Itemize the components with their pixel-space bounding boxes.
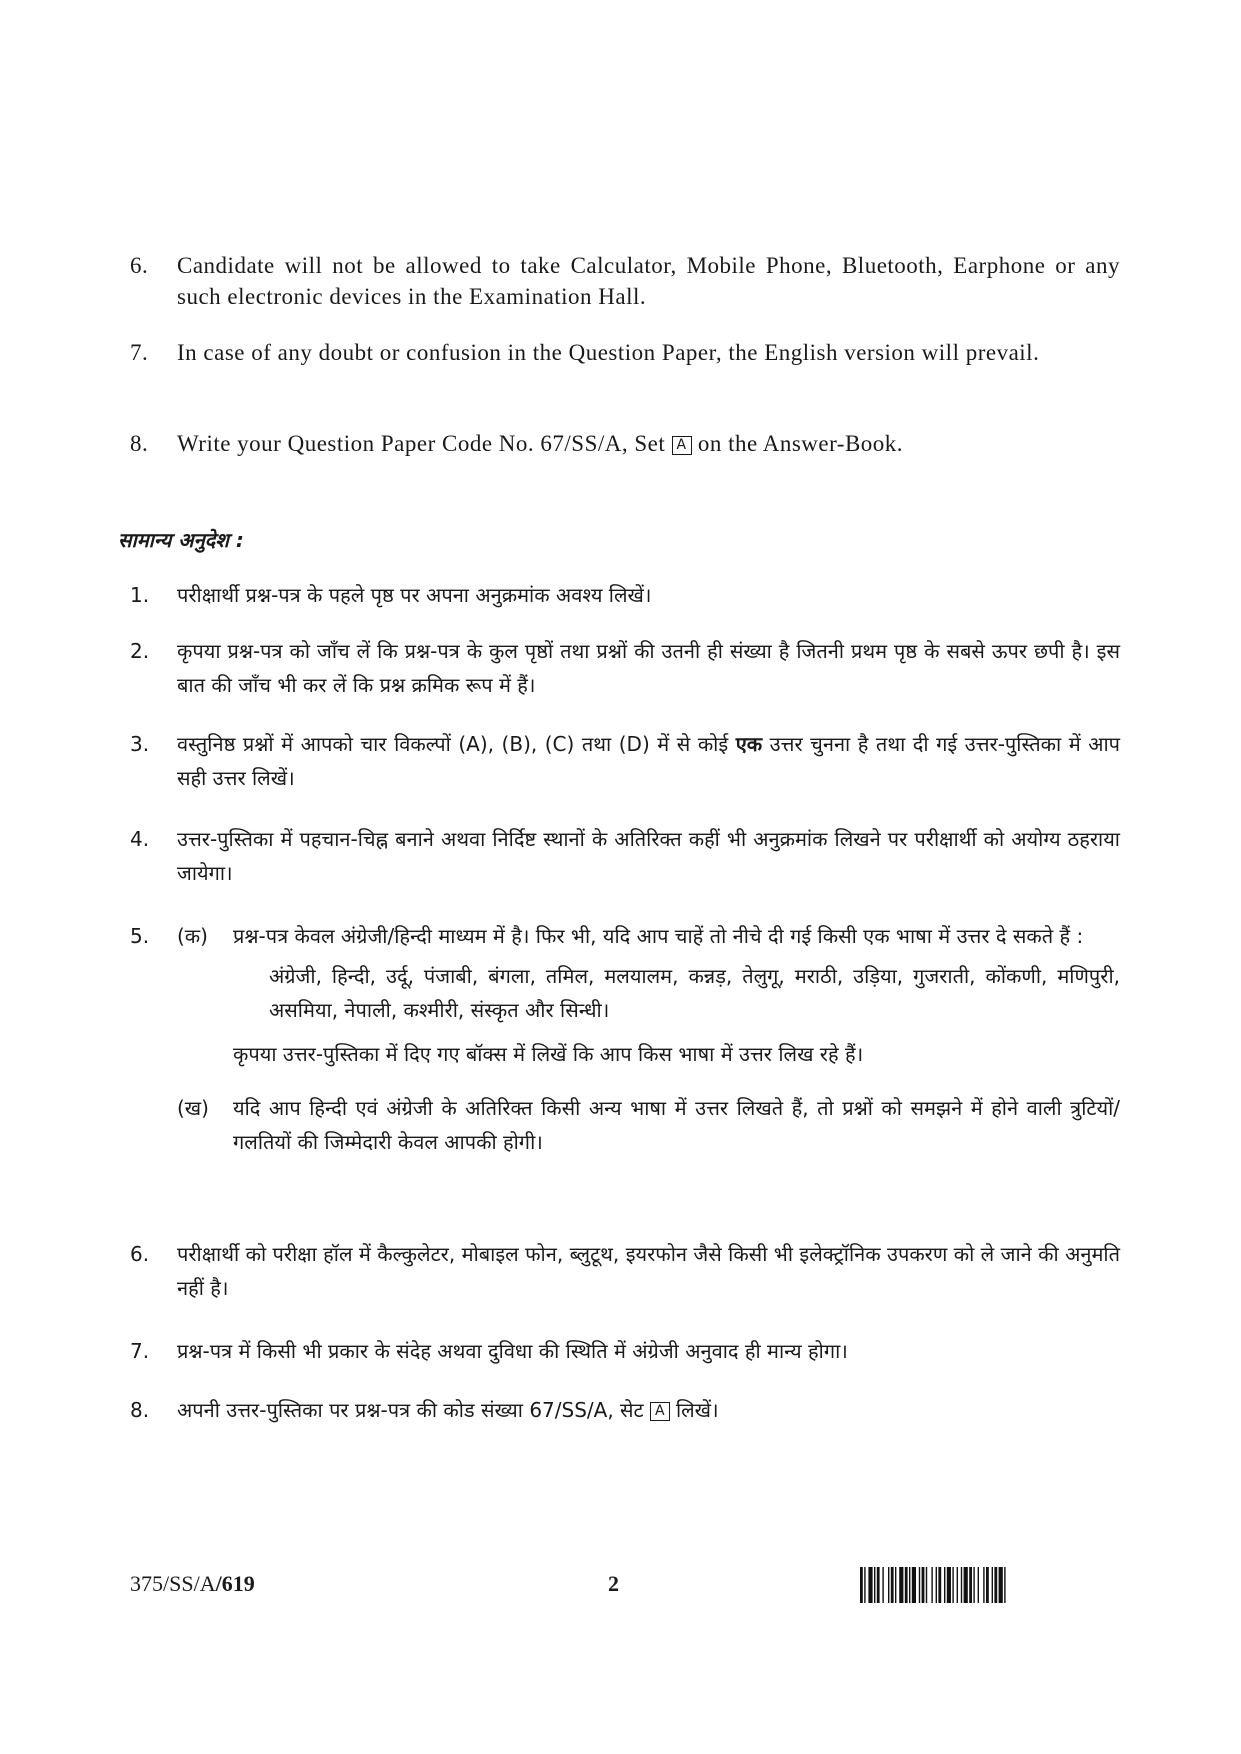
english-item-8 bbox=[130, 428, 1120, 459]
item-text-bold: एक bbox=[735, 732, 763, 756]
barcode-bar bbox=[961, 1567, 962, 1603]
barcode-bar bbox=[926, 1567, 927, 1603]
barcode bbox=[860, 1567, 1120, 1603]
item-text: प्रश्न-पत्र में किसी भी प्रकार के संदेह अथवा दुविधा की स्थिति में अंग्रेजी अनुवाद ही मान्य होगा। bbox=[177, 1339, 848, 1363]
barcode-bar bbox=[938, 1567, 941, 1603]
barcode-bar bbox=[919, 1567, 920, 1603]
barcode-bar bbox=[909, 1567, 910, 1603]
item-number: 1. bbox=[130, 583, 150, 607]
barcode-bar bbox=[864, 1567, 865, 1603]
item-text: In case of any doubt or confusion in the Question Paper, the English version will prevail. bbox=[177, 340, 1040, 365]
sub-item-label: (ख) bbox=[177, 1096, 209, 1120]
set-box: A bbox=[650, 1402, 670, 1421]
page-number: 2 bbox=[608, 1571, 619, 1596]
barcode-bar bbox=[922, 1567, 925, 1603]
barcode-bar bbox=[912, 1567, 916, 1603]
barcode-bar bbox=[895, 1567, 896, 1603]
item-number: 5. bbox=[130, 924, 150, 948]
barcode-bar bbox=[973, 1567, 974, 1603]
general-instructions-heading: सामान्य अनुदेश : bbox=[118, 528, 244, 552]
barcode-bar bbox=[936, 1567, 937, 1603]
hindi-item-5 bbox=[130, 919, 1120, 1159]
barcode-bar bbox=[978, 1567, 979, 1603]
item-number: 2. bbox=[130, 639, 150, 663]
english-item-6 bbox=[130, 250, 1120, 312]
sub-item-ka bbox=[177, 919, 1120, 1071]
hindi-item-7 bbox=[130, 1334, 1120, 1368]
barcode-bar bbox=[999, 1567, 1003, 1603]
barcode-bar bbox=[1004, 1567, 1005, 1603]
paper-code bbox=[130, 1571, 255, 1597]
hindi-item-4 bbox=[130, 822, 1120, 890]
barcode-bar bbox=[947, 1567, 951, 1603]
barcode-bar bbox=[944, 1567, 945, 1603]
barcode-bar bbox=[860, 1567, 863, 1603]
sub-item-label: (क) bbox=[177, 924, 208, 948]
barcode-bar bbox=[899, 1567, 903, 1603]
item-number: 3. bbox=[130, 732, 150, 756]
barcode-bar bbox=[969, 1567, 972, 1603]
barcode-bar bbox=[994, 1567, 997, 1603]
sub-item-kha bbox=[177, 1091, 1120, 1159]
item-text: अपनी उत्तर-पुस्तिका पर प्रश्न-पत्र की कोड संख्या 67/SS/A, सेट bbox=[177, 1398, 644, 1422]
hindi-item-1 bbox=[130, 578, 1120, 612]
english-item-7 bbox=[130, 337, 1120, 368]
item-text: Write your Question Paper Code No. 67/SS/A, Set bbox=[177, 431, 666, 456]
item-text: कृपया प्रश्न-पत्र को जाँच लें कि प्रश्न-पत्र के कुल पृष्ठों तथा प्रश्नों की उतनी ही संख्या है जितनी प्रथम पृष्ठ के सबसे ऊपर छपी है। इस बात की जाँच भी कर लें कि प्रश्न क्रमिक रूप में हैं। bbox=[177, 639, 1120, 697]
barcode-bar bbox=[868, 1567, 872, 1603]
item-text: लिखें। bbox=[675, 1398, 719, 1422]
item-number: 6. bbox=[130, 1242, 150, 1266]
barcode-bar bbox=[957, 1567, 958, 1603]
item-text: उत्तर चुनना है तथा दी गई उत्तर-पुस्तिका में आप सही उत्तर लिखें। bbox=[177, 732, 1120, 790]
barcode-bar bbox=[986, 1567, 989, 1603]
barcode-bar bbox=[891, 1567, 894, 1603]
barcode-bar bbox=[964, 1567, 968, 1603]
hindi-item-6 bbox=[130, 1237, 1120, 1305]
language-list: अंग्रेजी, हिन्दी, उर्दू, पंजाबी, बंगला, तमिल, मलयालम, कन्नड़, तेलुगू, मराठी, उड़िया, गुजराती, कोंकणी, मणिपुरी, असमिया, नेपाली, कश्मीरी, संस्कृत और सिन्धी। bbox=[269, 964, 1120, 1022]
item-number: 7. bbox=[130, 1339, 150, 1363]
item-number: 6. bbox=[130, 253, 149, 278]
set-box: A bbox=[672, 436, 692, 455]
hindi-item-2 bbox=[130, 634, 1120, 702]
barcode-bar bbox=[874, 1567, 875, 1603]
item-text: Candidate will not be allowed to take Calculator, Mobile Phone, Bluetooth, Earphone or any such electronic devices in the Examination Hall. bbox=[177, 253, 1120, 309]
paper-code-prefix: 375/SS/A bbox=[130, 1571, 216, 1596]
barcode-bar bbox=[905, 1567, 908, 1603]
item-text: वस्तुनिष्ठ प्रश्नों में आपको चार विकल्पों (A), (B), (C) तथा (D) में से कोई bbox=[177, 732, 729, 756]
sub-item-text: यदि आप हिन्दी एवं अंग्रेजी के अतिरिक्त किसी अन्य भाषा में उत्तर लिखते हैं, तो प्रश्नों को समझने में होने वाली त्रुटियों/गलतियों की जिम्मेदारी केवल आपकी होगी। bbox=[233, 1096, 1120, 1154]
item-number: 8. bbox=[130, 431, 149, 456]
barcode-bar bbox=[983, 1567, 984, 1603]
item-text: उत्तर-पुस्तिका में पहचान-चिह्न बनाने अथवा निर्दिष्ट स्थानों के अतिरिक्त कहीं भी अनुक्रमांक लिखने पर परीक्षार्थी को अयोग्य ठहराया जायेगा। bbox=[177, 827, 1120, 885]
item-text: परीक्षार्थी को परीक्षा हॉल में कैल्कुलेटर, मोबाइल फोन, ब्लुटूथ, इयरफोन जैसे किसी भी इलेक्ट्रॉनिक उपकरण को ले जाने की अनुमति नहीं है। bbox=[177, 1242, 1120, 1300]
item-text: on the Answer-Book. bbox=[697, 431, 904, 456]
item-number: 8. bbox=[130, 1398, 150, 1422]
hindi-item-8 bbox=[130, 1393, 1120, 1427]
barcode-bar bbox=[992, 1567, 993, 1603]
barcode-bar bbox=[877, 1567, 880, 1603]
sub-item-note: कृपया उत्तर-पुस्तिका में दिए गए बॉक्स में लिखें कि आप किस भाषा में उत्तर लिख रहे हैं। bbox=[233, 1042, 864, 1066]
item-number: 4. bbox=[130, 827, 150, 851]
barcode-bar bbox=[882, 1567, 883, 1603]
barcode-bar bbox=[952, 1567, 953, 1603]
paper-code-suffix: /619 bbox=[215, 1571, 255, 1596]
item-number: 7. bbox=[130, 340, 149, 365]
hindi-item-3 bbox=[130, 727, 1120, 795]
sub-item-text: प्रश्न-पत्र केवल अंग्रेजी/हिन्दी माध्यम में है। फिर भी, यदि आप चाहें तो नीचे दी गई किसी एक भाषा में उत्तर दे सकते हैं : bbox=[233, 924, 1084, 948]
barcode-bar bbox=[931, 1567, 932, 1603]
barcode-bar bbox=[888, 1567, 889, 1603]
item-text: परीक्षार्थी प्रश्न-पत्र के पहले पृष्ठ पर अपना अनुक्रमांक अवश्य लिखें। bbox=[177, 583, 652, 607]
